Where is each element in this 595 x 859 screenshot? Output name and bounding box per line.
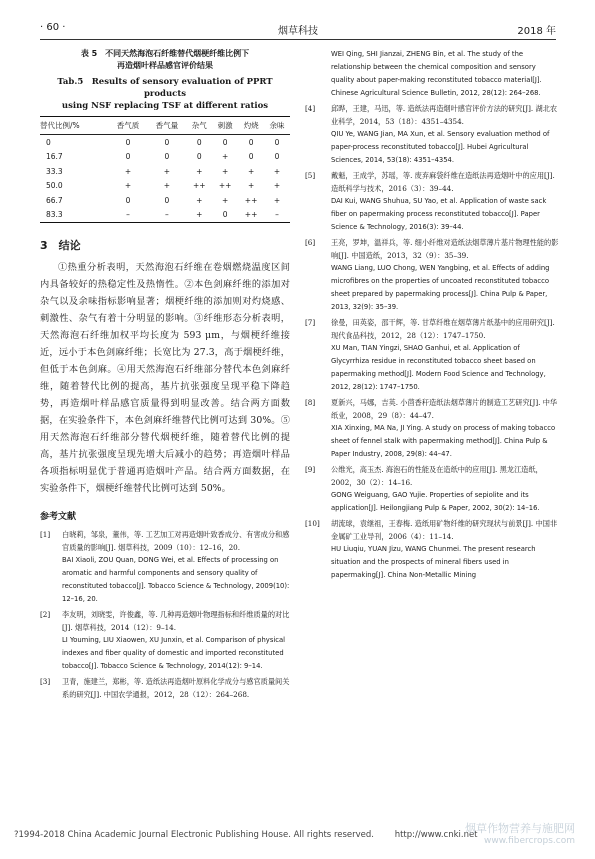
table-cell: + — [273, 166, 281, 176]
reference-item — [305, 236, 560, 314]
reference-number: [5] — [305, 171, 316, 180]
reference-number: [8] — [305, 398, 316, 407]
table-row — [40, 135, 290, 150]
reference-number: [6] — [305, 238, 316, 247]
table-cell: 0 — [125, 195, 131, 205]
table-cell: + — [124, 166, 132, 176]
table-caption-en-1: Tab.5 Results of sensory evaluation of PPRT products — [57, 77, 273, 99]
reference-item — [305, 102, 560, 167]
table-header-cell: 香气质 — [109, 117, 148, 135]
section-title: 3 结论 — [40, 239, 81, 252]
table-cell: ++ — [244, 195, 258, 205]
running-header — [40, 22, 556, 38]
reference-number: [9] — [305, 465, 316, 474]
table-cell: 50.0 — [46, 181, 63, 191]
table-cell: 0 — [274, 152, 280, 162]
table-cell: – — [164, 210, 169, 220]
table-caption-en-2: using NSF replacing TSF at different ratios — [61, 101, 269, 111]
table-cell: + — [222, 166, 229, 176]
table-cell: + — [247, 166, 255, 176]
table-header-cell: 杂气 — [186, 117, 212, 135]
table-cell: + — [222, 152, 229, 162]
footer-site: http://www.cnki.net — [394, 830, 478, 840]
table-cell: 0 — [125, 137, 131, 147]
reference-text-en: XIA Xinxing, MA Na, JI Ying. A study on process of making tobacco sheet of fennel stalk with papermaking method[J]. China Pulp & Paper Industry, 2008, 29(8): 44–47. — [331, 424, 556, 458]
reference-item — [305, 48, 560, 100]
header-rule — [40, 39, 556, 40]
watermark-line-1: 烟草作物营养与施肥网 — [465, 822, 575, 835]
reference-text-en: HU Liuqiu, YUAN Jizu, WANG Chunmei. The present research situation and the prospects of mineral fibers used in papermaking[J]. China Non-Metallic Mining — [331, 545, 536, 579]
table-cell: 0 — [248, 137, 254, 147]
conclusion-paragraph: ①热重分析表明，天然海泡石纤维在卷烟燃烧温度区间内具备较好的热稳定性及热惰性。②本色剑麻纤维的添加对杂气以及余味指标影响显著；烟梗纤维的添加则对灼烧感、刺激性、杂气有着十分明显的影响。③纤维形态分析表明，天然海泡石纤维加权平均长度为 593 μm，与烟梗纤维接近，远小于本色剑麻纤维；长宽比为 27.3，高于烟梗纤维，但低于本色剑麻。④用天然海泡石纤维部分替代本色剑麻纤维，随着替代比例的提高，基片抗张强度呈现平稳下降趋势，再造烟叶样品感官质量得到明显改善。结合两方面数据，在实验条件下，本色剑麻纤维替代比例可达到 30%。⑤用天然海泡石纤维部分替代烟梗纤维，随着替代比例的提高，基片抗张强度呈现先增大后减小的趋势；再造烟叶样品各项指标明显优于普通再造烟叶产品。结合两方面数据，在实验条件下，烟梗纤维替代比例可达到 50%。 — [40, 262, 290, 494]
table-cell: + — [124, 181, 132, 191]
reference-item — [305, 463, 560, 515]
table-row — [40, 179, 290, 194]
journal-name: 烟草科技 — [278, 26, 318, 37]
reference-item — [40, 608, 290, 673]
journal-year: 2018 年 — [517, 26, 556, 37]
table-cell: + — [273, 195, 281, 205]
reference-item — [305, 396, 560, 461]
reference-item — [40, 528, 290, 606]
table-header-cell: 替代比例/% — [40, 117, 109, 135]
reference-number: [7] — [305, 318, 316, 327]
table-cell: ++ — [218, 181, 232, 191]
table-row — [40, 208, 290, 223]
reference-text-en: GONG Weiguang, GAO Yujie. Properties of sepiolite and its application[J]. Heilongjiang Pulp & Paper, 2002, 30(2): 14–16. — [331, 491, 540, 512]
reference-text-zh: 白晓莉，邹泉，董伟，等. 工艺加工对再造烟叶致香成分、有害成分和感官质量的影响[J]. 烟草科技，2009（10）：12–16，20. — [62, 530, 290, 552]
table-header-cell: 灼烧 — [238, 117, 264, 135]
reference-number: [3] — [40, 677, 51, 686]
table-cell: + — [196, 195, 203, 205]
watermark — [465, 822, 575, 848]
table-cell: + — [273, 181, 281, 191]
references-list-right — [305, 48, 560, 582]
reference-text-zh: 公维光，高玉杰. 海泡石的性能及在造纸中的应用[J]. 黑龙江造纸，2002，30（2）：14–16. — [331, 465, 543, 487]
reference-text-en: LI Youming, LIU Xiaowen, XU Junxin, et al. Comparison of physical indexes and fiber quality of domestic and imported reconstituted tobacco[J]. Tobacco Science & Technology, 2014(12): 9–14. — [62, 636, 286, 670]
reference-item — [305, 517, 560, 582]
copyright-footer — [14, 830, 478, 840]
reference-text-zh: 胡流球，袁继祖，王春梅. 造纸用矿物纤维的研究现状与前景[J]. 中国非金属矿工业导刊，2006（4）：11–14. — [331, 519, 558, 541]
reference-text-zh: 邱晔，王建，马迅，等. 造纸法再造烟叶感官评价方法的研究[J]. 湖北农业科学，2014，53（18）：4351–4354. — [331, 104, 558, 126]
reference-number: [4] — [305, 104, 316, 113]
table-row — [40, 150, 290, 165]
table-cell: ++ — [244, 210, 258, 220]
table-cell: 0 — [248, 152, 254, 162]
page-number: · 60 · — [40, 22, 66, 33]
right-column — [305, 48, 560, 584]
reference-text-zh: 李友明，刘晓雯，许俊鑫，等. 几种再造烟叶物理指标和纤维质量的对比[J]. 烟草科技，2014（12）：9–14. — [62, 610, 290, 632]
reference-number: [2] — [40, 610, 51, 619]
table-cell: + — [196, 210, 203, 220]
table-header-cell: 余味 — [264, 117, 290, 135]
references-list-left — [40, 528, 290, 701]
table-cell: 0 — [46, 137, 51, 147]
reference-text-zh: 王亮，罗坤，温祥兵，等. 细小纤维对造纸法烟草薄片基片物理性能的影响[J]. 中国造纸，2013，32（9）：35–39. — [331, 238, 559, 260]
reference-text-zh: 夏新兴，马娜，吉英. 小茴香秆造纸法烟草薄片的制造工艺研究[J]. 中华纸业，2008，29（8）：44–47. — [331, 398, 558, 420]
sensory-evaluation-table — [40, 117, 290, 222]
table-cell: 16.7 — [46, 152, 63, 162]
table-header-cell: 香气量 — [147, 117, 186, 135]
reference-text-en: DAI Kui, WANG Shuhua, SU Yao, et al. Application of waste sack fiber on papermaking process reconstituted tobacco[J]. Paper Science & Technology, 2016(3): 39–44. — [331, 197, 547, 231]
reference-text-en: WANG Liang, LUO Chong, WEN Yangbing, et al. Effects of adding microfibres on the properties of uncoated reconstituted tobacco sheet prepared by papermaking process[J]. China Pulp & Paper, 2013, 32(9): 35–39. — [331, 264, 550, 311]
reference-text-en: WEI Qing, SHI Jianzai, ZHENG Bin, et al. The study of the relationship between the chemical composition and sensory quality about paper-making reconstituted tobacco material[J]. Chinese Agricultural Science Bulletin, 2012, 28(12): 264–268. — [331, 50, 542, 97]
table-cell: 0 — [164, 152, 170, 162]
table-cell: 0 — [125, 152, 131, 162]
table-cell: 0 — [164, 195, 170, 205]
table-cell: + — [222, 195, 229, 205]
table-cell: ++ — [192, 181, 206, 191]
left-column — [40, 48, 290, 703]
reference-text-en: BAI Xiaoli, ZOU Quan, DONG Wei, et al. Effects of processing on aromatic and harmful components and sensory quality of reconstituted tobacco[J]. Tobacco Science & Technology, 2009(10): 12–16, 20. — [62, 556, 290, 603]
reference-text-zh: 卫青，施建兰，郑彬，等. 造纸法再造烟叶原料化学成分与感官质量间关系的研究[J]. 中国农学通报，2012，28（12）：264–268. — [62, 677, 290, 699]
table-header-cell: 刺激 — [212, 117, 238, 135]
table-cell: + — [163, 181, 170, 191]
table-cell: – — [275, 210, 279, 220]
table-caption-zh-2: 再造烟叶样品感官评价结果 — [117, 61, 213, 70]
table-caption-zh-1: 表 5 不同天然海泡石纤维替代烟梗纤维比例下 — [80, 49, 250, 58]
reference-text-zh: 徐曼，田英姿，邵干辉，等. 甘草纤维在烟草薄片纸基中的应用研究[J]. 现代食品科技，2012，28（12）：1747–1750. — [331, 318, 555, 340]
table-cell: + — [163, 166, 170, 176]
table-cell: 0 — [222, 210, 228, 220]
references-heading: 参考文献 — [40, 512, 77, 522]
reference-item — [305, 169, 560, 234]
watermark-line-2: www.fibercrops.com — [484, 836, 575, 846]
reference-item — [40, 675, 290, 701]
table-bottom-rule — [40, 222, 290, 223]
table-cell: 83.3 — [46, 210, 63, 220]
table-row — [40, 164, 290, 179]
table-cell: 33.3 — [46, 166, 63, 176]
table-cell: 0 — [222, 137, 228, 147]
reference-item — [305, 316, 560, 394]
reference-text-en: QIU Ye, WANG Jian, MA Xun, et al. Sensory evaluation method of paper-process reconstituted tobacco[J]. Hubei Agricultural Sciences, 2014, 53(18): 4351–4354. — [331, 130, 550, 164]
table-cell: 0 — [196, 137, 202, 147]
table-header-row — [40, 117, 290, 135]
table-row — [40, 193, 290, 208]
copyright-text: ?1994-2018 China Academic Journal Electronic Publishing House. All rights reserved. — [14, 830, 374, 840]
reference-text-en: XU Man, TIAN Yingzi, SHAO Ganhui, et al. Application of Glycyrrhiza residue in reconstituted tobacco sheet based on papermaking method[J]. Modern Food Science and Technology, 2012, 28(12): 1747–1750. — [331, 344, 546, 391]
table-cell: 66.7 — [46, 195, 63, 205]
reference-number: [1] — [40, 530, 51, 539]
reference-number: [10] — [305, 519, 320, 528]
table-cell: 0 — [196, 152, 202, 162]
table-cell: + — [247, 181, 255, 191]
table-cell: – — [126, 210, 130, 220]
table-cell: + — [196, 166, 203, 176]
table-cell: 0 — [164, 137, 170, 147]
table-cell: 0 — [274, 137, 280, 147]
reference-text-zh: 戴魁，王成学，苏瑶，等. 废弃麻袋纤维在造纸法再造烟叶中的应用[J]. 造纸科学与技术，2016（3）：39–44. — [331, 171, 555, 193]
